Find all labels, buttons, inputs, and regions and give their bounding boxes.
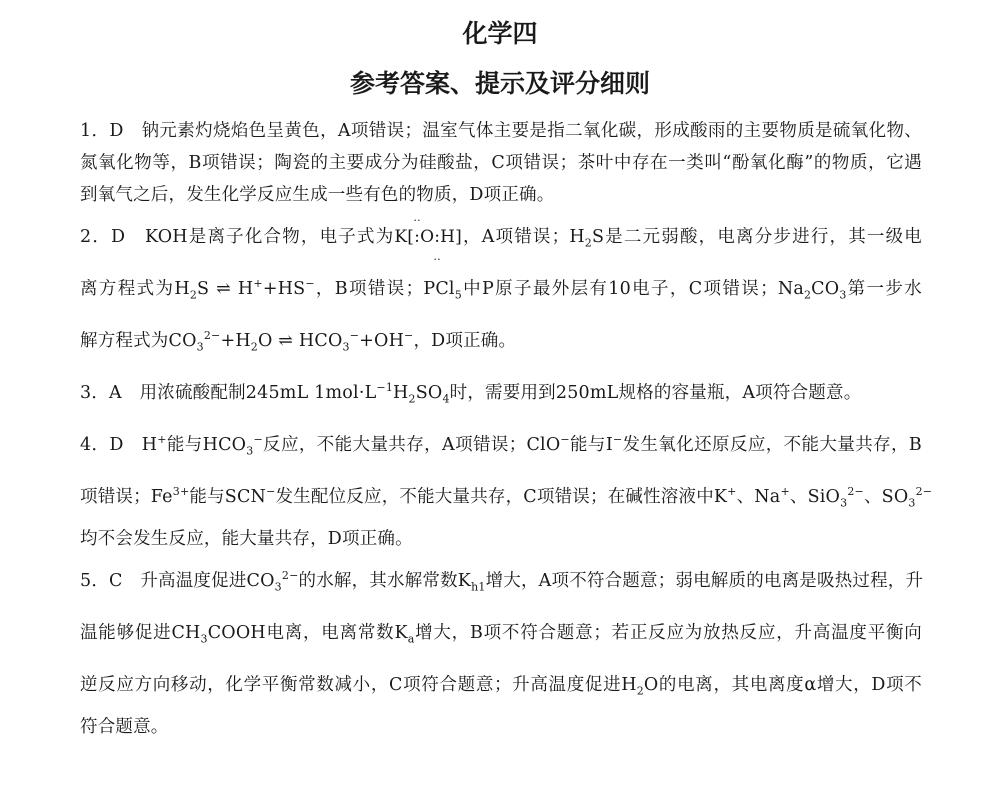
answer-4-text: 4．D H (80, 435, 158, 455)
answer-3-text: 时，需要用到250mL规格的容量瓶，A项符合题意。 (449, 383, 862, 403)
answer-2-text: ，D项正确。 (413, 331, 517, 351)
answer-1-line-2: 氮氧化物等，B项错误；陶瓷的主要成分为硅酸盐，C项错误；茶叶中存在一类叫“酚氧化酶”的物质，它遇 (80, 153, 922, 173)
answer-2-text: 离方程式为H (80, 279, 190, 299)
kohl-electron-formula: K[: ‥ O: ‥ H] (394, 211, 463, 263)
answer-4-line-3: 均不会发生反应，能大量共存，D项正确。 (80, 529, 413, 549)
answer-2-text: 解方程式为CO (80, 331, 197, 351)
answer-5-text: 的水解，其水解常数K (298, 571, 472, 591)
answer-4-text: 、SO (863, 487, 909, 507)
answer-1-line-1: 1．D 钠元素灼烧焰色呈黄色，A项错误；温室气体主要是指二氧化碳，形成酸雨的主要物质是硫氧化物、 (80, 121, 922, 141)
answer-5-text: 5．C 升高温度促进CO (80, 571, 275, 591)
answer-3-line-1: 3．A 用浓硫酸配制245mL $1mol\cdot L^{-1}H_2SO_4$时，需要用到250mL规格的容量瓶，A项符合题意。 (80, 381, 862, 406)
answer-4-text: 、Na (736, 487, 781, 507)
answer-2-text: 第一步水 (846, 279, 922, 299)
answer-2-text: 中P原子最外层有10电子，C项错误；Na (461, 279, 804, 299)
answer-4-text: 发生配位反应，不能大量共存，C项错误；在碱性溶液中K (275, 487, 728, 507)
answer-5-text: 增大，A项不符合题意；弱电解质的电离是吸热过程，升 (485, 571, 924, 591)
answer-3-text: 3．A 用浓硫酸配制245mL 1mol·L (80, 383, 377, 403)
answer-2-line-2: 离方程式为$H_2S$ ⇌ H++HS−，B项错误；PCl$_5$中P原子最外层有10电子，C项错误；$Na_2CO_3$第一步水 (80, 277, 922, 302)
answer-5-text: 逆反应方向移动，化学平衡常数减小，C项符合题意；升高温度促进H (80, 675, 637, 695)
answer-5-text: 增大，B项不符合题意；若正反应为放热反应，升高温度平衡向 (414, 623, 922, 643)
answer-2-line-1: 2．D KOH是离子化合物，电子式为K[: ‥ O: ‥ H]，A项错误；$H_2S$是二元弱酸，电离分步进行，其一级电 (80, 211, 922, 263)
answer-4-text: 能与HCO (166, 435, 247, 455)
answer-4-text: 、SiO (789, 487, 841, 507)
answer-2-text: ，B项错误；PCl (314, 279, 455, 299)
answer-5-line-1: 5．C 升高温度促进$CO_3^{2-}$的水解，其水解常数$K_{h1}$增大，A项不符合题意；弱电解质的电离是吸热过程，升 (80, 569, 924, 594)
answer-4-text: 发生氧化还原反应，不能大量共存，B (622, 435, 922, 455)
answer-2-text: S是二元弱酸，电离分步进行，其一级电 (592, 227, 922, 247)
answer-4-text: 能与I (569, 435, 613, 455)
answer-5-text: COOH电离，电离常数K (207, 623, 408, 643)
answer-2-line-3: 解方程式为$CO_3^{2-}+H_2O$ ⇌ $HCO_3^-+OH^-$，D项正确。 (80, 329, 517, 354)
page-subtitle: 参考答案、提示及评分细则 (349, 69, 650, 98)
answer-4-line-1: 4．D H+能与$HCO_3^-$反应，不能大量共存，A项错误；ClO−能与I−发生氧化还原反应，不能大量共存，B (80, 433, 922, 458)
answer-5-line-2: 温能够促进$CH_3COOH$电离，电离常数$K_a$增大，B项不符合题意；若正反应为放热反应，升高温度平衡向 (80, 623, 922, 646)
answer-5-text: 温能够促进CH (80, 623, 201, 643)
answer-2-text: 2．D KOH是离子化合物，电子式为 (80, 227, 395, 247)
answer-3-text: H (393, 383, 409, 403)
answer-5-line-4: 符合题意。 (80, 717, 169, 737)
answer-2-text: ，A项错误；H (462, 227, 585, 247)
answer-1-line-3: 到氧气之后，发生化学反应生成一些有色的物质，D项正确。 (80, 185, 555, 205)
page-title: 化学四 (462, 19, 538, 48)
answer-4-text: 反应，不能大量共存，A项错误；ClO (262, 435, 561, 455)
answer-5-text: O的电离，其电离度α增大，D项不 (643, 675, 922, 695)
answer-4-text: 能与SCN (189, 487, 267, 507)
answer-4-text: 项错误；Fe (80, 487, 173, 507)
answer-5-line-3: 逆反应方向移动，化学平衡常数减小，C项符合题意；升高温度促进$H_2O$的电离，其电离度α增大，D项不 (80, 675, 922, 698)
answer-4-line-2: 项错误；$Fe^{3+}$能与SCN−发生配位反应，不能大量共存，C项错误；在碱性溶液中K+、Na+、SiO$_3^{2-}$、$SO_3^{2-}$ (80, 485, 933, 510)
